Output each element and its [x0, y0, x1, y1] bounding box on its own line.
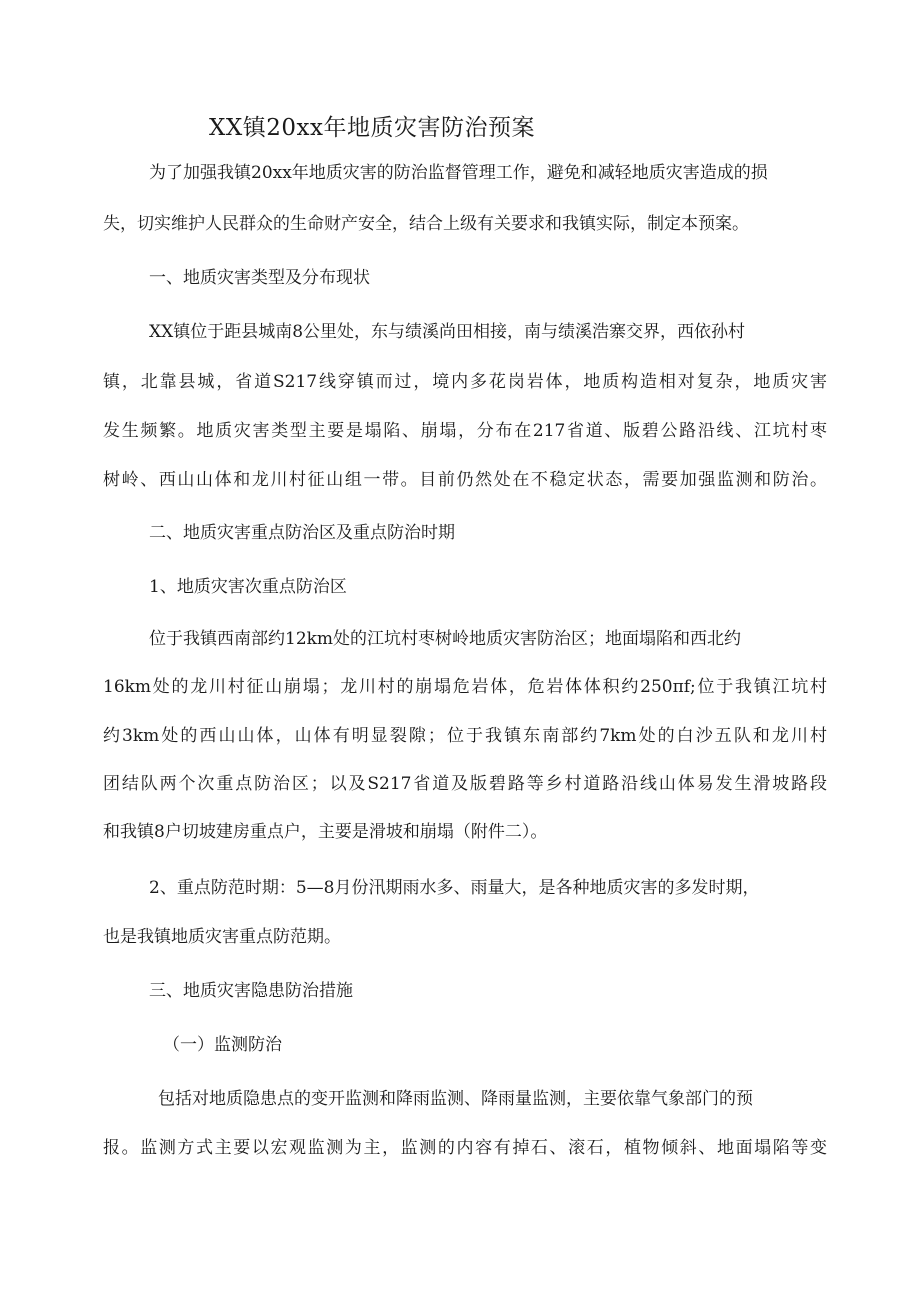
- intro-line-1: 为了加强我镇20xx年地质灾害的防治监督管理工作，避免和减轻地质灾害造成的损: [149, 163, 768, 183]
- section2-1-line-1: 位于我镇西南部约12km处的江坑村枣树岭地质灾害防治区；地面塌陷和西北约: [149, 629, 742, 649]
- section2-1-line-3: 约3km处的西山山体，山体有明显裂隙；位于我镇东南部约7km处的白沙五队和龙川村: [103, 726, 827, 746]
- section1-line-1: XX镇位于距县城南8公里处，东与绩溪尚田相接，南与绩溪浩寨交界，西依孙村: [149, 322, 746, 342]
- section1-line-2: 镇，北靠县城，省道S217线穿镇而过，境内多花岗岩体，地质构造相对复杂，地质灾害: [103, 372, 827, 392]
- section2-1-line-4: 团结队两个次重点防治区；以及S217省道及版碧路等乡村道路沿线山体易发生滑坡路段: [103, 774, 827, 794]
- subsection-heading-2-1: 1、地质灾害次重点防治区: [149, 577, 347, 597]
- section2-2-line-1: 2、重点防范时期：5—8月份汛期雨水多、雨量大，是各种地质灾害的多发时期，: [149, 878, 760, 898]
- section-heading-1: 一、地质灾害类型及分布现状: [149, 268, 370, 288]
- section2-2-line-2: 也是我镇地质灾害重点防范期。: [103, 927, 341, 947]
- section1-line-4: 树岭、西山山体和龙川村征山组一带。目前仍然处在不稳定状态，需要加强监测和防治。: [103, 470, 827, 490]
- subsection-heading-3-1: （一）监测防治: [163, 1035, 282, 1055]
- section2-1-line-5: 和我镇8户切坡建房重点户，主要是滑坡和崩塌（附件二）。: [103, 822, 548, 842]
- section3-1-line-1: 包括对地质隐患点的变开监测和降雨监测、降雨量监测，主要依靠气象部门的预: [158, 1089, 753, 1109]
- section2-1-line-2: 16km处的龙川村征山崩塌；龙川村的崩塌危岩体，危岩体体积约250πf;位于我镇江坑村: [103, 677, 827, 697]
- section1-line-3: 发生频繁。地质灾害类型主要是塌陷、崩塌，分布在217省道、版碧公路沿线、江坑村枣: [103, 421, 827, 441]
- section-heading-2: 二、地质灾害重点防治区及重点防治时期: [149, 523, 455, 543]
- section3-1-line-2: 报。监测方式主要以宏观监测为主，监测的内容有掉石、滚石，植物倾斜、地面塌陷等变: [103, 1138, 827, 1158]
- section-heading-3: 三、地质灾害隐患防治措施: [149, 981, 353, 1001]
- document-title: XX镇20xx年地质灾害防治预案: [209, 115, 535, 141]
- intro-line-2: 失，切实维护人民群众的生命财产安全，结合上级有关要求和我镇实际，制定本预案。: [103, 214, 749, 234]
